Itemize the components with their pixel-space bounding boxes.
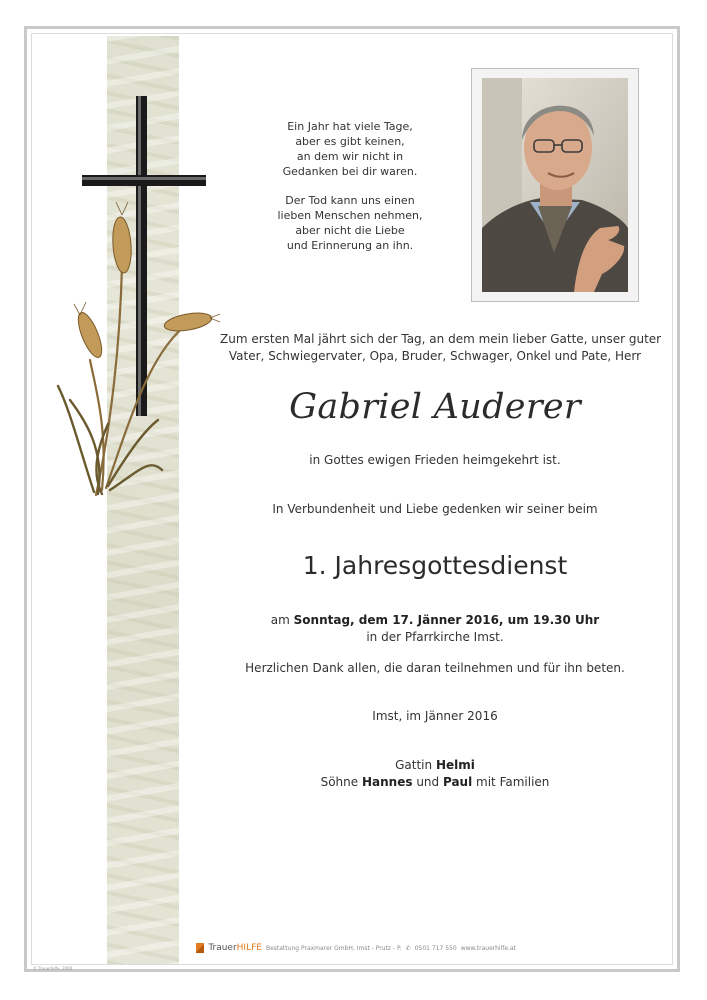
place-date: Imst, im Jänner 2016 — [372, 709, 498, 723]
trauerhilfe-logo-icon — [196, 943, 204, 953]
family-signature — [220, 757, 650, 791]
footer — [196, 941, 516, 955]
family-name: Helmi — [435, 758, 475, 772]
brand-accent: HILFE — [236, 943, 262, 953]
remembrance-text: In Verbundenheit und Liebe gedenken wir seiner beim — [272, 502, 598, 516]
service-location: in der Pfarrkirche Imst. — [366, 630, 504, 644]
peace-text: in Gottes ewigen Frieden heimgekehrt ist. — [309, 453, 561, 467]
family-name: Hannes — [361, 775, 413, 789]
deceased-name: Gabriel Auderer — [289, 387, 581, 427]
footer-phone: 0501 717 550 — [414, 944, 457, 952]
family-relation: Söhne — [320, 775, 359, 789]
poem-stanza — [250, 193, 450, 253]
intro-text — [220, 331, 662, 365]
intro-line: Vater, Schwiegervater, Opa, Bruder, Schwager, Onkel und Pate, Herr — [228, 349, 642, 363]
poem-line: Gedanken bei dir waren. — [282, 165, 418, 178]
service-date-line — [220, 612, 650, 629]
phone-icon: ✆ — [405, 944, 411, 952]
family-suffix: mit Familien — [476, 775, 550, 789]
portrait-frame — [471, 68, 639, 302]
portrait-photo — [482, 78, 628, 292]
family-line — [220, 774, 650, 791]
poem-stanza — [250, 119, 450, 179]
thanks-text: Herzlichen Dank allen, die daran teilnehmen und für ihn beten. — [245, 661, 625, 675]
credit-text: © Trauerhilfe, 2000 — [33, 966, 73, 971]
service-title: 1. Jahresgottesdienst — [302, 551, 568, 580]
family-relation: Gattin — [395, 758, 433, 772]
footer-web[interactable]: www.trauerhilfe.at — [460, 944, 516, 952]
poem-line: Ein Jahr hat viele Tage, — [287, 120, 413, 133]
service-date — [220, 612, 650, 646]
poem-line: und Erinnerung an ihn. — [286, 239, 414, 252]
family-conjunction: und — [416, 775, 440, 789]
footer-brand — [208, 943, 262, 953]
poem-line: aber es gibt keinen, — [295, 135, 405, 148]
cross-with-wheat-icon — [50, 90, 220, 510]
poem-line: an dem wir nicht in — [296, 150, 404, 163]
poem — [250, 119, 450, 267]
family-name: Paul — [442, 775, 473, 789]
brand-main: Trauer — [208, 943, 237, 953]
poem-line: aber nicht die Liebe — [295, 224, 405, 237]
date-prefix: am — [270, 613, 290, 627]
family-line — [220, 757, 650, 774]
poem-line: Der Tod kann uns einen — [285, 194, 415, 207]
poem-line: lieben Menschen nehmen, — [277, 209, 423, 222]
footer-company: Bestattung Praxmarer GmbH, Imst - Prutz - P. — [265, 944, 402, 952]
date-bold: Sonntag, dem 17. Jänner 2016, um 19.30 Uhr — [293, 613, 600, 627]
intro-line: Zum ersten Mal jährt sich der Tag, an dem mein lieber Gatte, unser guter — [220, 332, 662, 346]
